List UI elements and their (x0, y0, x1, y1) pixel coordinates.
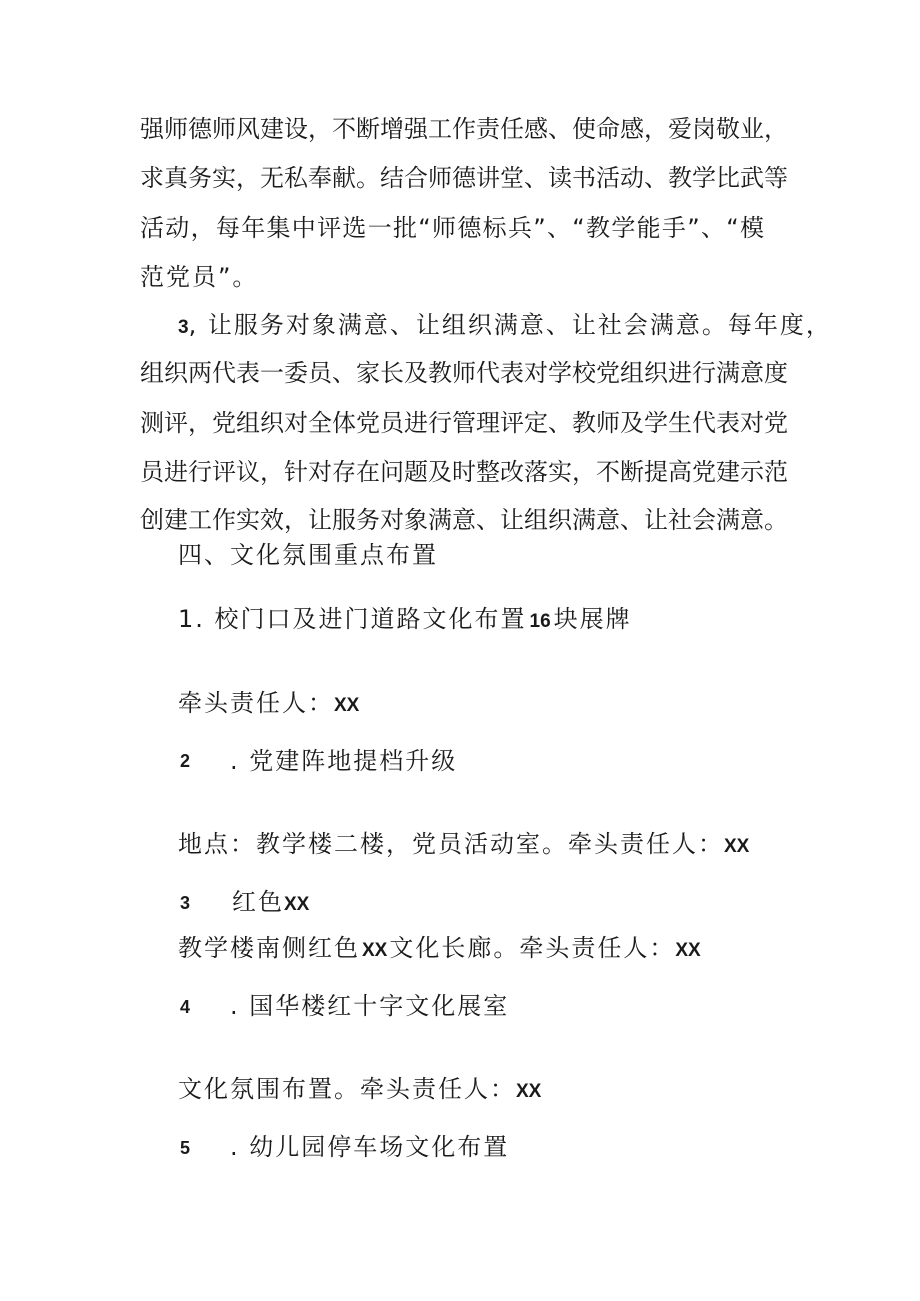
detail-text: 教学楼南侧红色 (178, 934, 360, 962)
list-item-detail (178, 933, 701, 966)
item-title-text: 块展牌 (553, 605, 632, 633)
paragraph-line: 求真务实，无私奉献。结合师德讲堂、读书活动、教学比武等 (140, 164, 788, 192)
list-number: 4 (180, 997, 191, 1017)
item-title-text: 1. 校门口及进门道路文化布置 (178, 605, 527, 633)
paragraph-line: 活动，每年集中评选一批“师德标兵”、“教学能手”、“模 (140, 214, 764, 242)
paragraph-line: 强师德师风建设，不断增强工作责任感、使命感，爱岗敬业， (140, 115, 788, 143)
paragraph-line (178, 310, 832, 343)
lead-value: XX (675, 940, 701, 961)
item-title-value: XX (284, 894, 310, 915)
list-item-detail (178, 688, 359, 721)
lead-label: 牵头责任人： (178, 689, 334, 717)
list-item-detail (178, 829, 749, 862)
paragraph-line: 员进行评议，针对存在问题及时整改落实，不断提高党建示范 (140, 458, 788, 486)
lead-value: XX (724, 836, 750, 857)
detail-text: 文化长廊。牵头责任人： (389, 934, 676, 962)
list-item-title: . 党建阵地提档升级 (230, 747, 458, 775)
list-number: 3 (178, 317, 189, 338)
lead-value: XX (334, 695, 360, 716)
item-title-number: 16 (529, 611, 551, 632)
detail-text: 文化氛围布置。牵头责任人： (178, 1075, 516, 1103)
section-heading: 四、文化氛围重点布置 (178, 541, 438, 569)
list-item-title: . 国华楼红十字文化展室 (230, 992, 510, 1020)
list-number: 2 (180, 751, 191, 771)
list-item-title (232, 887, 309, 920)
paragraph-line: 测评，党组织对全体党员进行管理评定、教师及学生代表对党 (140, 409, 788, 437)
detail-text: 地点：教学楼二楼，党员活动室。牵头责任人： (178, 830, 724, 858)
paragraph-text: , 让服务对象满意、让组织满意、让社会满意。每年度， (188, 311, 832, 339)
list-number: 3 (180, 893, 191, 913)
paragraph-line: 范党员”。 (140, 263, 259, 291)
paragraph-line: 组织两代表一委员、家长及教师代表对学校党组织进行满意度 (140, 359, 788, 387)
list-number: 5 (180, 1138, 191, 1158)
list-item-title: . 幼儿园停车场文化布置 (230, 1133, 510, 1161)
paragraph-line: 创建工作实效，让服务对象满意、让组织满意、让社会满意。 (140, 506, 788, 534)
lead-value: XX (516, 1081, 542, 1102)
detail-value: XX (362, 940, 388, 961)
list-item-title (178, 604, 632, 637)
list-item-detail (178, 1074, 541, 1107)
item-title-text: 红色 (232, 888, 284, 916)
